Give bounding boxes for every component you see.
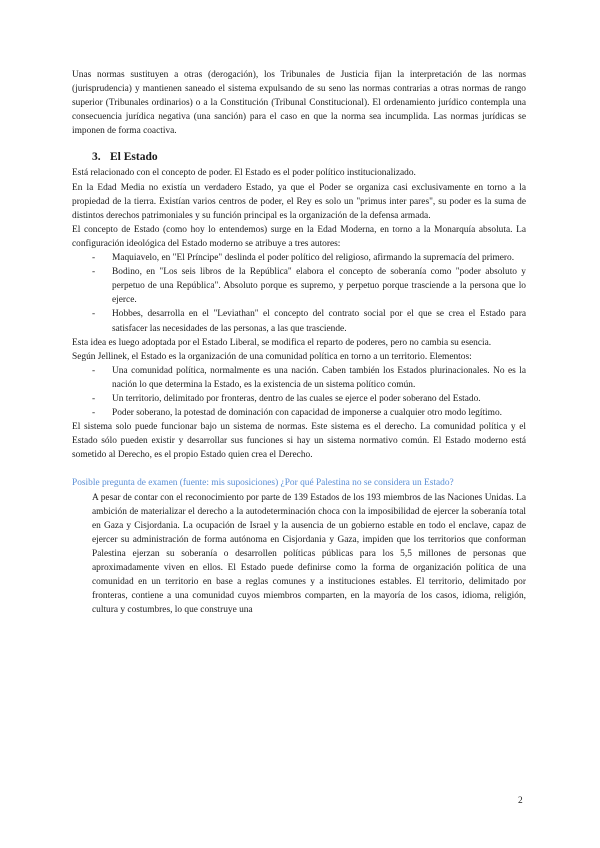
list-item-hobbes: - Hobbes, desarrolla en el "Leviathan" el concepto del contrato social por el que se crea el Estado para satisfacer las necesidades de las personas, a las que trasciende. — [92, 307, 526, 335]
paragraph-jellinek: Según Jellinek, el Estado es la organización de una comunidad política en torno a un territorio. Elementos: — [72, 351, 472, 362]
list-item-maquiavelo: - Maquiavelo, en "El Príncipe" deslinda el poder político del religioso, afirmando la supremacía del primero. — [92, 251, 526, 265]
page-number: 2 — [518, 796, 523, 806]
section-title: El Estado — [110, 151, 158, 164]
elements-list — [72, 364, 526, 420]
paragraph-sistema-normas: El sistema solo puede funcionar bajo un sistema de normas. Este sistema es el derecho. La comunidad política y el Estado sólo pueden existir y desarrollar sus funciones si hay un sistema normativo común. El Estado moderno está sometido al Derecho, es el propio Estado quien crea el Derecho. — [72, 422, 526, 461]
list-item-territorio: - Un territorio, delimitado por fronteras, dentro de las cuales se ejerce el poder soberano del Estado. — [92, 392, 526, 406]
paragraph-edad-moderna: El concepto de Estado (como hoy lo entendemos) surge en la Edad Moderna, en torno a la Monarquía absoluta. La configuración ideológica del Estado moderno se atribuye a tres autores: — [72, 224, 526, 249]
exam-question: Posible pregunta de examen (fuente: mis suposiciones) ¿Por qué Palestina no se considera un Estado? — [72, 478, 454, 489]
list-item-comunidad: - Una comunidad política, normalmente es una nación. Caben también los Estados plurinacionales. No es la nación lo que determina la Estado, es la existencia de un sistema político común. — [92, 364, 526, 392]
intro-paragraph: Unas normas sustituyen a otras (derogación), los Tribunales de Justicia fijan la interpretación de las normas (jurisprudencia) y mantienen saneado el sistema expulsando de su seno las normas contrarias a otras normas de rango superior (Tribunales ordinarios) o a la Constitución (Tribunal Constitucional). El ordenamiento jurídico contempla una consecuencia jurídica negativa (una sanción) para el caso en que la norma sea incumplida. Las normas jurídicas se imponen de forma coactiva. — [72, 70, 526, 137]
authors-list — [72, 251, 526, 336]
list-item-bodino: - Bodino, en "Los seis libros de la República" elabora el concepto de soberanía como "poder absoluto y perpetuo de una República". Absoluto porque es supremo, y perpetuo porque trasciende a la persona que lo ejerce. — [92, 265, 526, 307]
list-item-poder-soberano: - Poder soberano, la potestad de dominación con capacidad de imponerse a cualquier otro modo legítimo. — [92, 406, 526, 420]
paragraph-estado-liberal: Esta idea es luego adoptada por el Estado Liberal, se modifica el reparto de poderes, pero no cambia su esencia. — [72, 337, 492, 348]
exam-answer: A pesar de contar con el reconocimiento por parte de 139 Estados de los 193 miembros de las Naciones Unidas. La ambición de materializar el derecho a la autodeterminación choca con la imposibilidad de ejercer la soberanía total en Gaza y Cisjordania. La ocupación de Israel y la ausencia de un gobierno estable en todo el enclave, capaz de ejercer su administración de forma autónoma en Cisjordania y Gaza, impiden que los territorios que conforman Palestina ejerzan su soberanía o desarrollen políticas públicas para los 5,5 millones de personas que aproximadamente viven en ellos. El Estado puede definirse como la forma de organización política de una comunidad en un territorio en base a reglas comunes y a instituciones estables. El territorio, delimitado por fronteras, contiene a una comunidad cuyos miembros comparten, en la mayoría de los casos, idioma, religión, cultura y costumbres, lo que construye una — [92, 492, 526, 616]
document-page — [72, 68, 526, 617]
section-number: 3. — [92, 151, 101, 164]
paragraph-poder: Está relacionado con el concepto de poder. El Estado es el poder político institucionalizado. — [72, 168, 416, 179]
paragraph-edad-media: En la Edad Media no existía un verdadero Estado, ya que el Poder se organiza casi exclusivamente en torno a la propiedad de la tierra. Existían varios centros de poder, el Rey es solo un "primus inter pares", su poder es la suma de distintos derechos patrimoniales y su función principal es la organización de la defensa armada. — [72, 182, 526, 221]
section-heading — [92, 150, 526, 164]
